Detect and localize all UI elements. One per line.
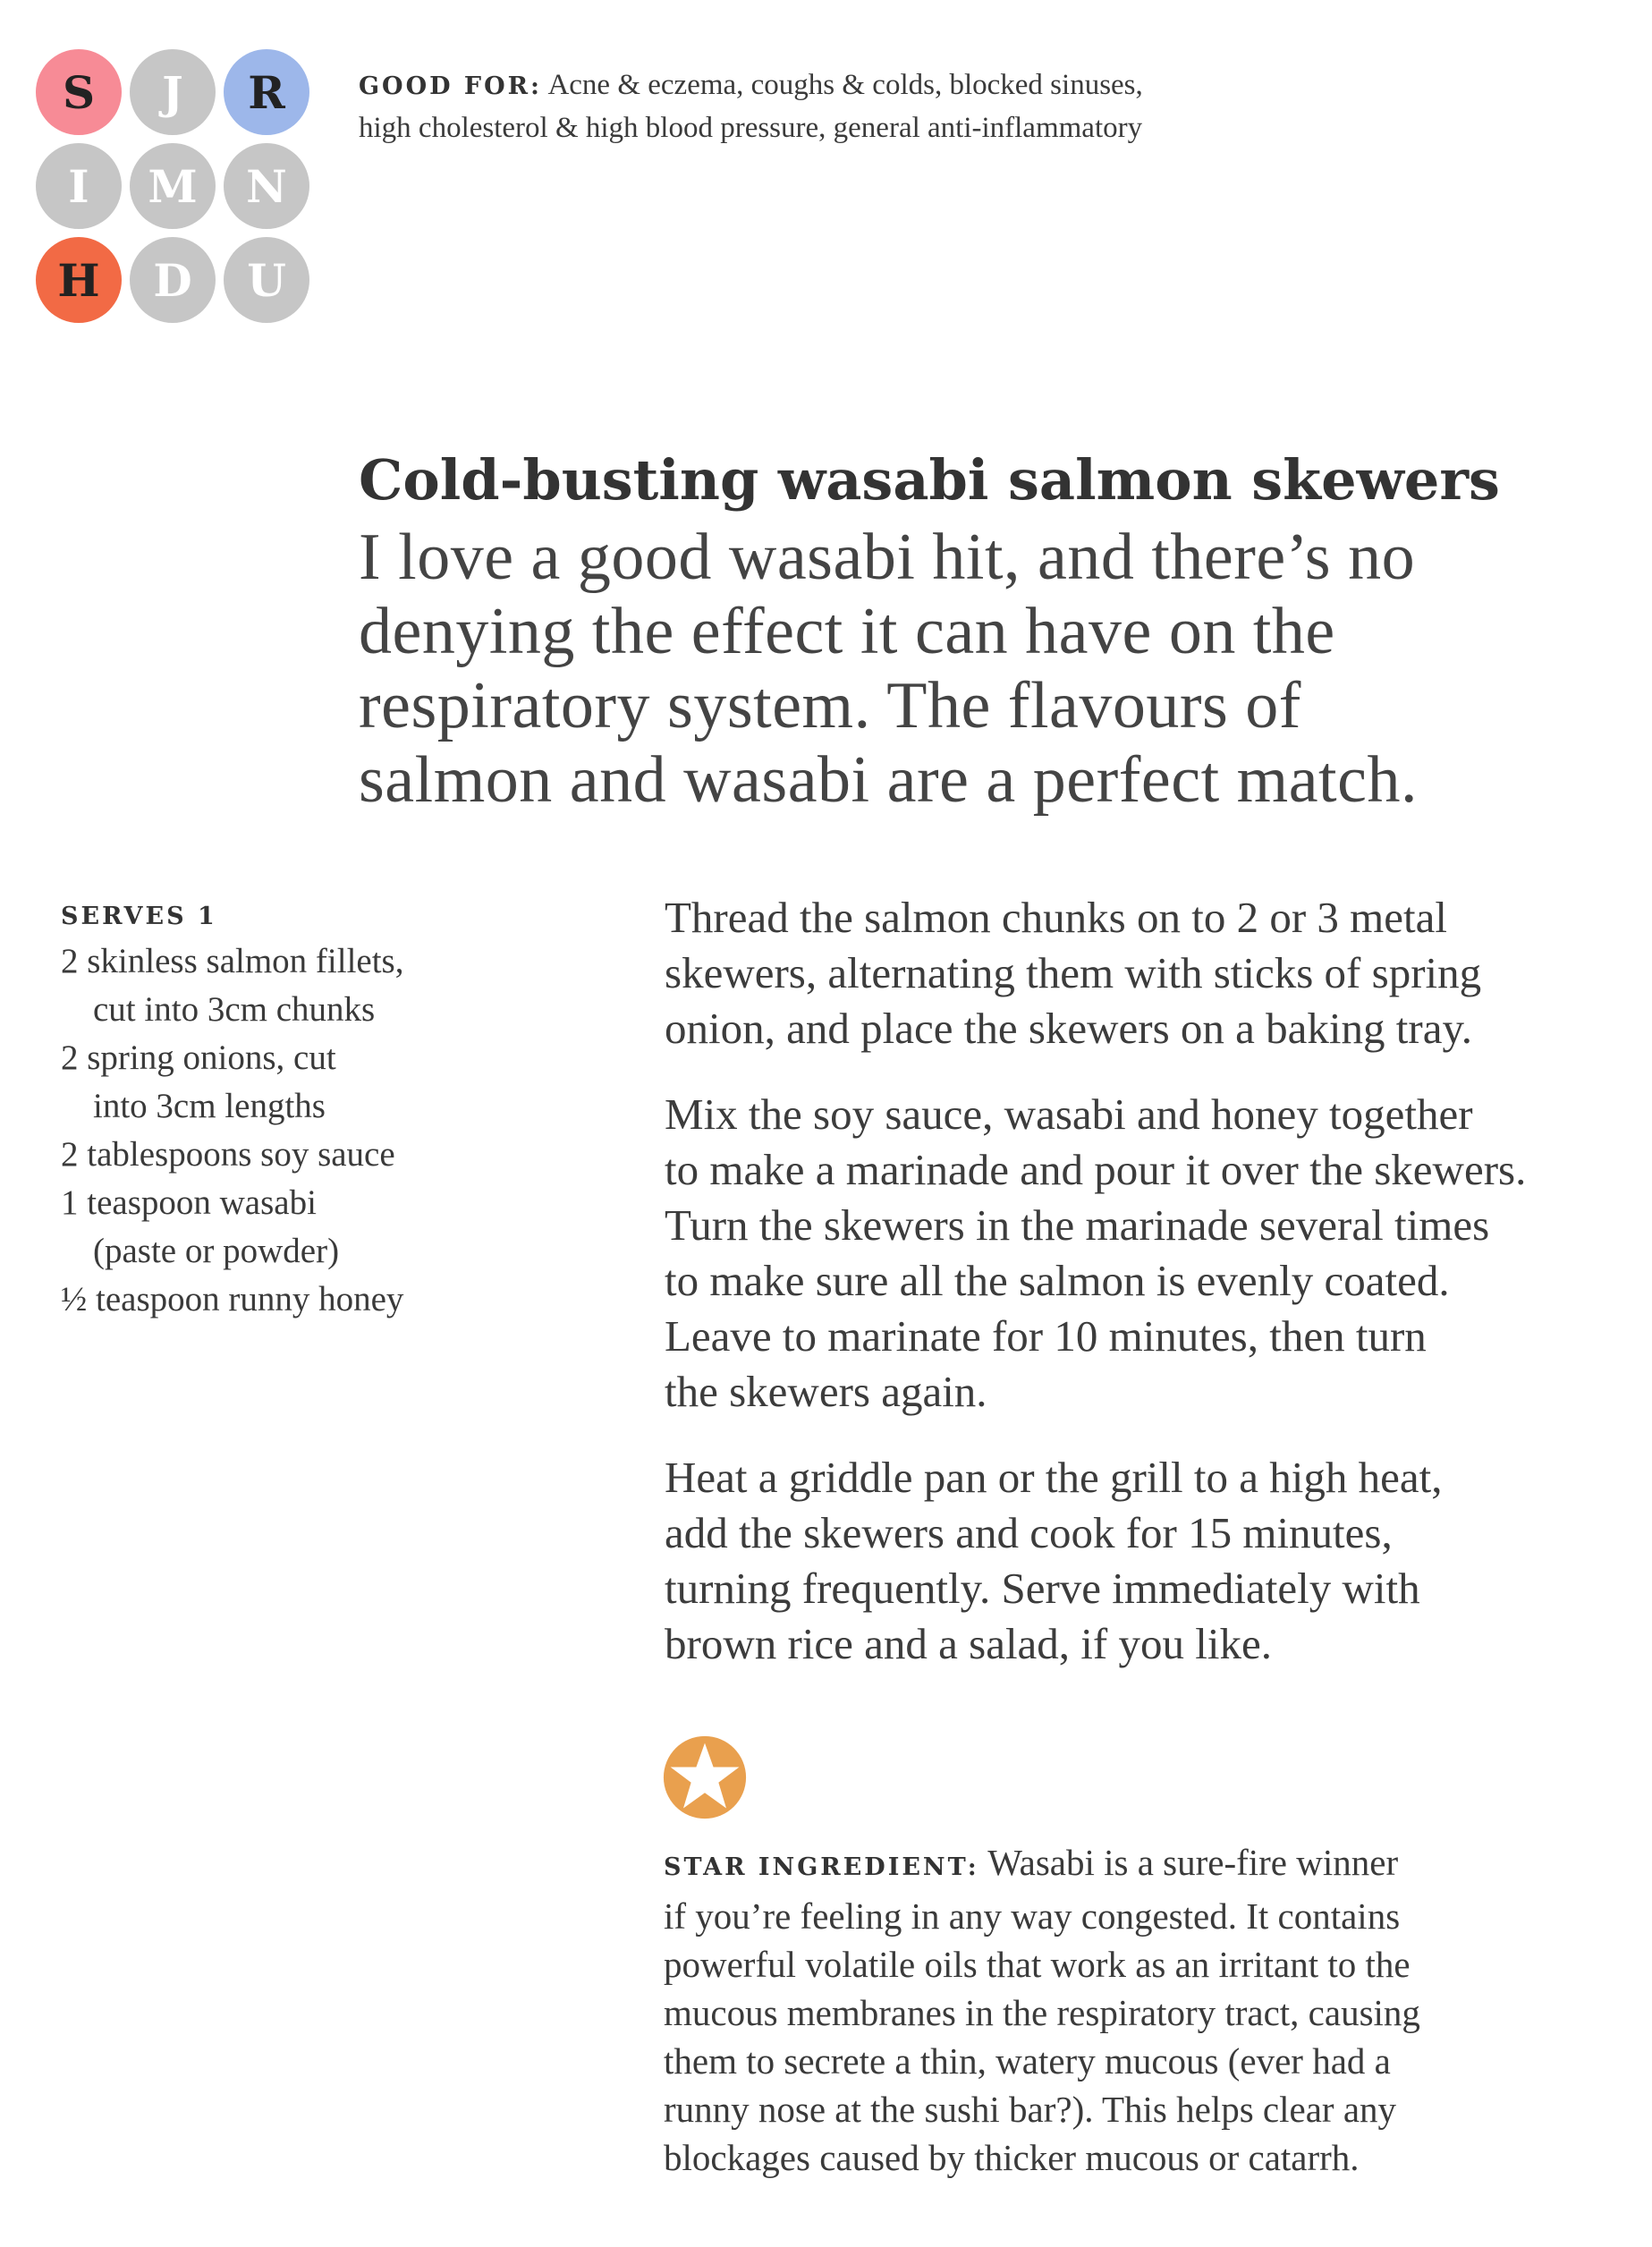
method-line: Leave to marinate for 10 minutes, then turn xyxy=(665,1311,1427,1361)
good-for-line: high cholesterol & high blood pressure, general anti-inflammatory xyxy=(359,112,1143,144)
method-step-3 xyxy=(665,1450,1526,1672)
badge-h: H xyxy=(36,237,122,323)
intro-line: salmon and wasabi are a perfect match. xyxy=(359,743,1418,817)
star-ingredient-line: runny nose at the sushi bar?). This helps clear any xyxy=(664,2089,1397,2130)
method-line: brown rice and a salad, if you like. xyxy=(665,1619,1272,1668)
method-line: Heat a griddle pan or the grill to a high heat, xyxy=(665,1453,1443,1502)
badge-m: M xyxy=(130,143,216,229)
method-line: Thread the salmon chunks on to 2 or 3 metal xyxy=(665,893,1447,942)
good-for-text xyxy=(359,64,1143,148)
good-for-line: Acne & eczema, coughs & colds, blocked sinuses, xyxy=(547,69,1143,101)
star-ingredient-label: STAR INGREDIENT: xyxy=(664,1853,979,1881)
method-line: Turn the skewers in the marinade several times xyxy=(665,1200,1490,1250)
recipe-intro xyxy=(359,521,1418,818)
star-ingredient-line: powerful volatile oils that work as an irritant to the xyxy=(664,1944,1411,1985)
intro-line: denying the effect it can have on the xyxy=(359,595,1335,668)
intro-line: respiratory system. The flavours of xyxy=(359,669,1301,742)
method-steps xyxy=(665,890,1526,1702)
method-line: to make a marinade and pour it over the skewers. xyxy=(665,1145,1527,1194)
good-for-label: GOOD FOR: xyxy=(359,72,543,100)
badge-d: D xyxy=(130,237,216,323)
badge-r: R xyxy=(224,49,309,135)
method-step-2 xyxy=(665,1087,1526,1420)
method-line: onion, and place the skewers on a baking tray. xyxy=(665,1004,1473,1053)
method-line: Mix the soy sauce, wasabi and honey together xyxy=(665,1090,1473,1139)
badge-i: I xyxy=(36,143,122,229)
ingredient-line: 2 spring onions, cut xyxy=(61,1039,336,1077)
badge-u: U xyxy=(224,237,309,323)
method-line: add the skewers and cook for 15 minutes, xyxy=(665,1508,1393,1557)
star-ingredient-line: mucous membranes in the respiratory tract, causing xyxy=(664,1992,1420,2033)
method-line: skewers, alternating them with sticks of spring xyxy=(665,948,1482,997)
ingredient-line: 2 tablespoons soy sauce xyxy=(61,1135,395,1174)
ingredient-line: 1 teaspoon wasabi xyxy=(61,1183,317,1222)
ingredient-line: into 3cm lengths xyxy=(93,1087,326,1125)
ingredient-line: ½ teaspoon runny honey xyxy=(61,1280,404,1319)
method-line: the skewers again. xyxy=(665,1367,987,1416)
star-ingredient-text xyxy=(664,1838,1420,2182)
recipe-title: Cold-busting wasabi salmon skewers xyxy=(359,447,1500,513)
star-ingredient-line: Wasabi is a sure-fire winner xyxy=(987,1842,1399,1883)
star-ingredient-line: blockages caused by thicker mucous or catarrh. xyxy=(664,2137,1360,2178)
ingredient-line: cut into 3cm chunks xyxy=(93,990,376,1029)
method-line: to make sure all the salmon is evenly coated. xyxy=(665,1256,1450,1305)
star-ingredient-line: if you’re feeling in any way congested. It contains xyxy=(664,1895,1401,1937)
badge-n: N xyxy=(224,143,309,229)
method-line: turning frequently. Serve immediately with xyxy=(665,1564,1420,1613)
badge-s: S xyxy=(36,49,122,135)
ingredients-list xyxy=(61,896,404,1324)
intro-line: I love a good wasabi hit, and there’s no xyxy=(359,521,1416,594)
star-icon xyxy=(662,1734,748,1820)
method-step-1 xyxy=(665,890,1526,1056)
serves-label: SERVES 1 xyxy=(61,903,217,930)
ingredient-line: (paste or powder) xyxy=(93,1232,340,1270)
badge-j: J xyxy=(130,49,216,135)
ingredient-line: 2 skinless salmon fillets, xyxy=(61,942,404,980)
star-ingredient-line: them to secrete a thin, watery mucous (ever had a xyxy=(664,2040,1391,2082)
